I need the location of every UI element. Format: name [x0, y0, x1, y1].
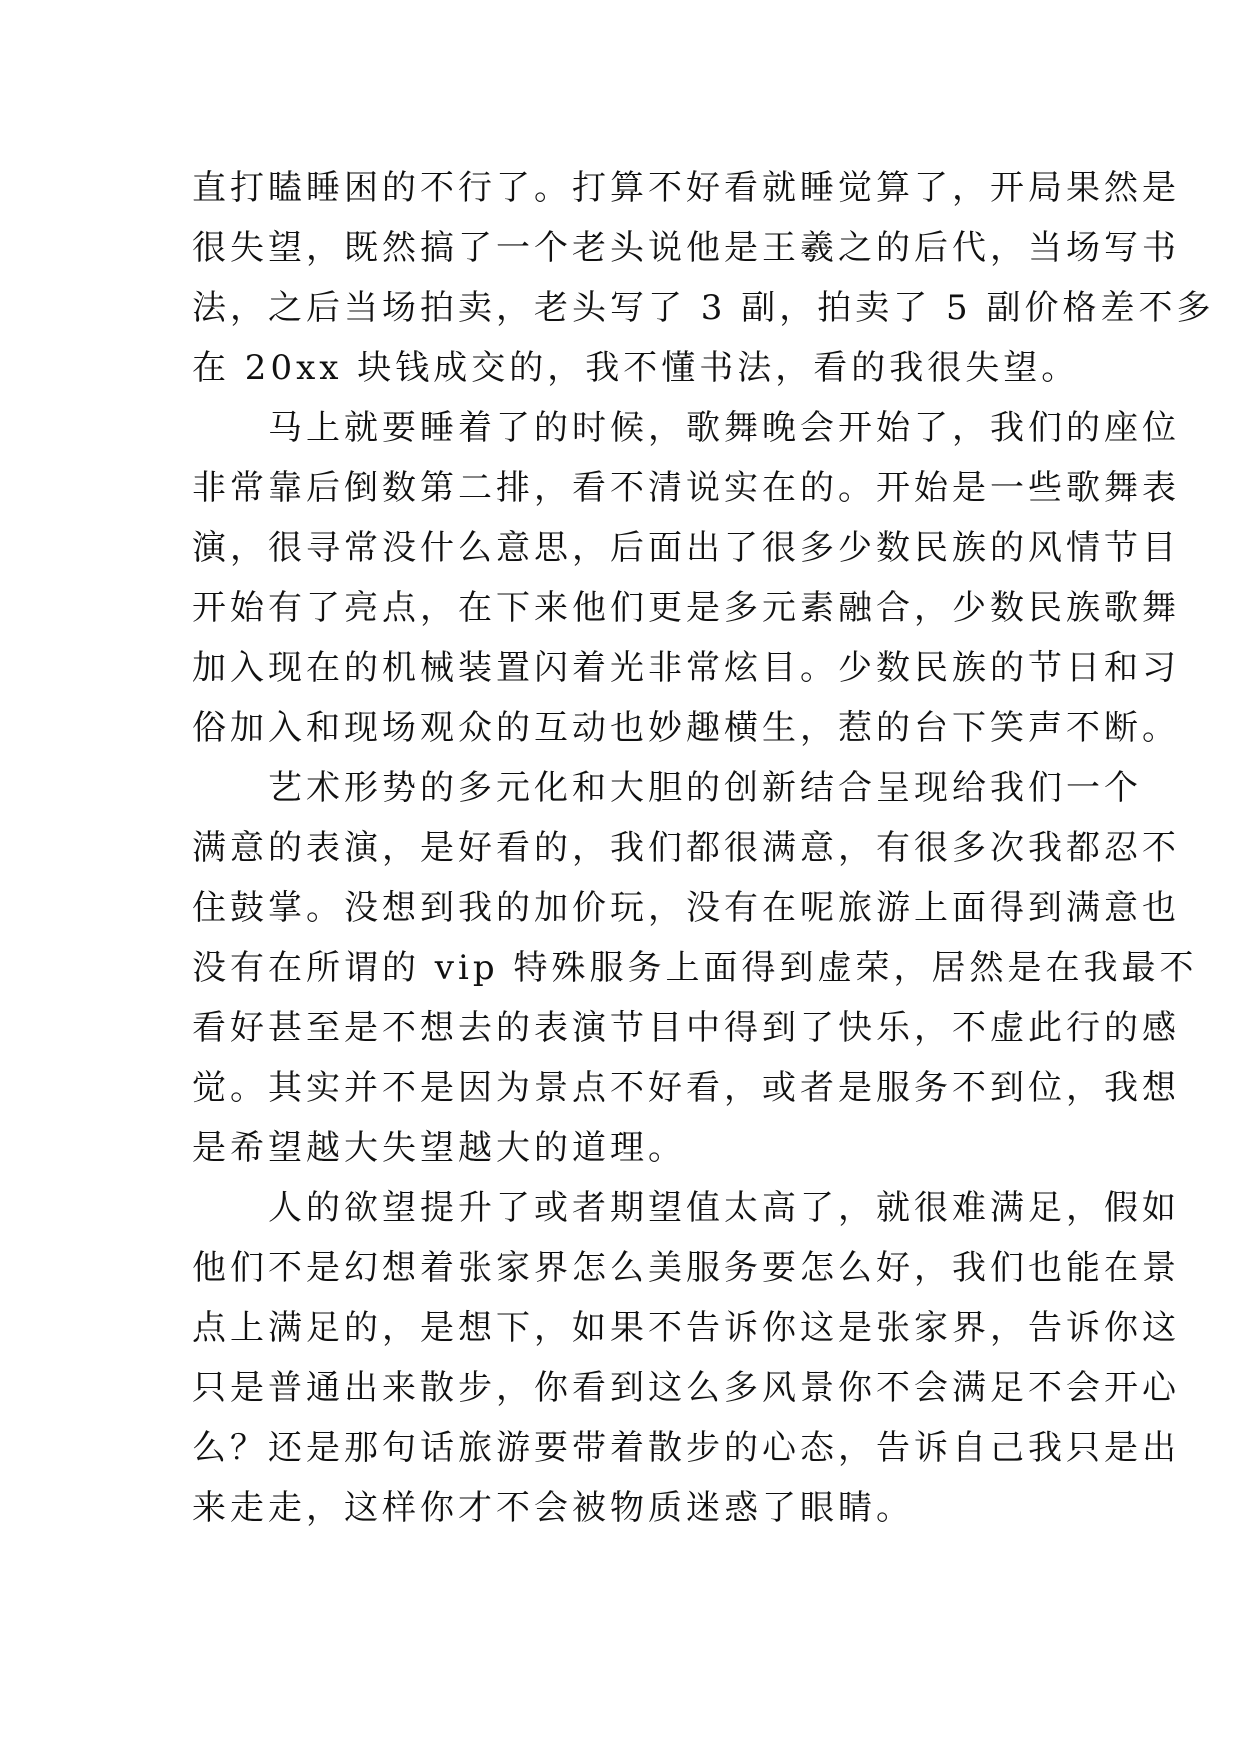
text-line: 看好甚至是不想去的表演节目中得到了快乐，不虚此行的感: [192, 1008, 1180, 1048]
text-line: 演，很寻常没什么意思，后面出了很多少数民族的风情节目: [192, 528, 1180, 568]
text-line: 么？还是那句话旅游要带着散步的心态，告诉自己我只是出: [192, 1428, 1180, 1468]
text-line: 满意的表演，是好看的，我们都很满意，有很多次我都忍不: [192, 828, 1180, 868]
paragraph-2: [192, 398, 1180, 758]
text-line: 加入现在的机械装置闪着光非常炫目。少数民族的节日和习: [192, 648, 1180, 688]
text-line: 人的欲望提升了或者期望值太高了，就很难满足，假如: [192, 1188, 1180, 1228]
text-line: 艺术形势的多元化和大胆的创新结合呈现给我们一个: [192, 768, 1142, 808]
document-body: [192, 158, 1215, 1538]
paragraph-1: [192, 158, 1215, 398]
text-line: 他们不是幻想着张家界怎么美服务要怎么好，我们也能在景: [192, 1248, 1180, 1288]
text-line: 俗加入和现场观众的互动也妙趣横生，惹的台下笑声不断。: [192, 708, 1180, 748]
text-line: 非常靠后倒数第二排，看不清说实在的。开始是一些歌舞表: [192, 468, 1180, 508]
paragraph-4: [192, 1178, 1180, 1538]
text-line: 直打瞌睡困的不行了。打算不好看就睡觉算了，开局果然是: [192, 168, 1180, 208]
paragraph-3: [192, 758, 1198, 1178]
text-line: 法，之后当场拍卖，老头写了 3 副，拍卖了 5 副价格差不多: [192, 288, 1215, 328]
text-line: 来走走，这样你才不会被物质迷惑了眼睛。: [192, 1488, 914, 1528]
text-line: 是希望越大失望越大的道理。: [192, 1128, 686, 1168]
text-line: 很失望，既然搞了一个老头说他是王羲之的后代，当场写书: [192, 228, 1180, 268]
text-line: 开始有了亮点，在下来他们更是多元素融合，少数民族歌舞: [192, 588, 1180, 628]
text-line: 只是普通出来散步，你看到这么多风景你不会满足不会开心: [192, 1368, 1180, 1408]
text-line: 住鼓掌。没想到我的加价玩，没有在呢旅游上面得到满意也: [192, 888, 1180, 928]
text-line: 点上满足的，是想下，如果不告诉你这是张家界，告诉你这: [192, 1308, 1180, 1348]
text-line: 觉。其实并不是因为景点不好看，或者是服务不到位，我想: [192, 1068, 1180, 1108]
text-line: 马上就要睡着了的时候，歌舞晚会开始了，我们的座位: [192, 408, 1180, 448]
text-line: 在 20xx 块钱成交的，我不懂书法，看的我很失望。: [192, 348, 1080, 388]
text-line: 没有在所谓的 vip 特殊服务上面得到虚荣，居然是在我最不: [192, 948, 1198, 988]
